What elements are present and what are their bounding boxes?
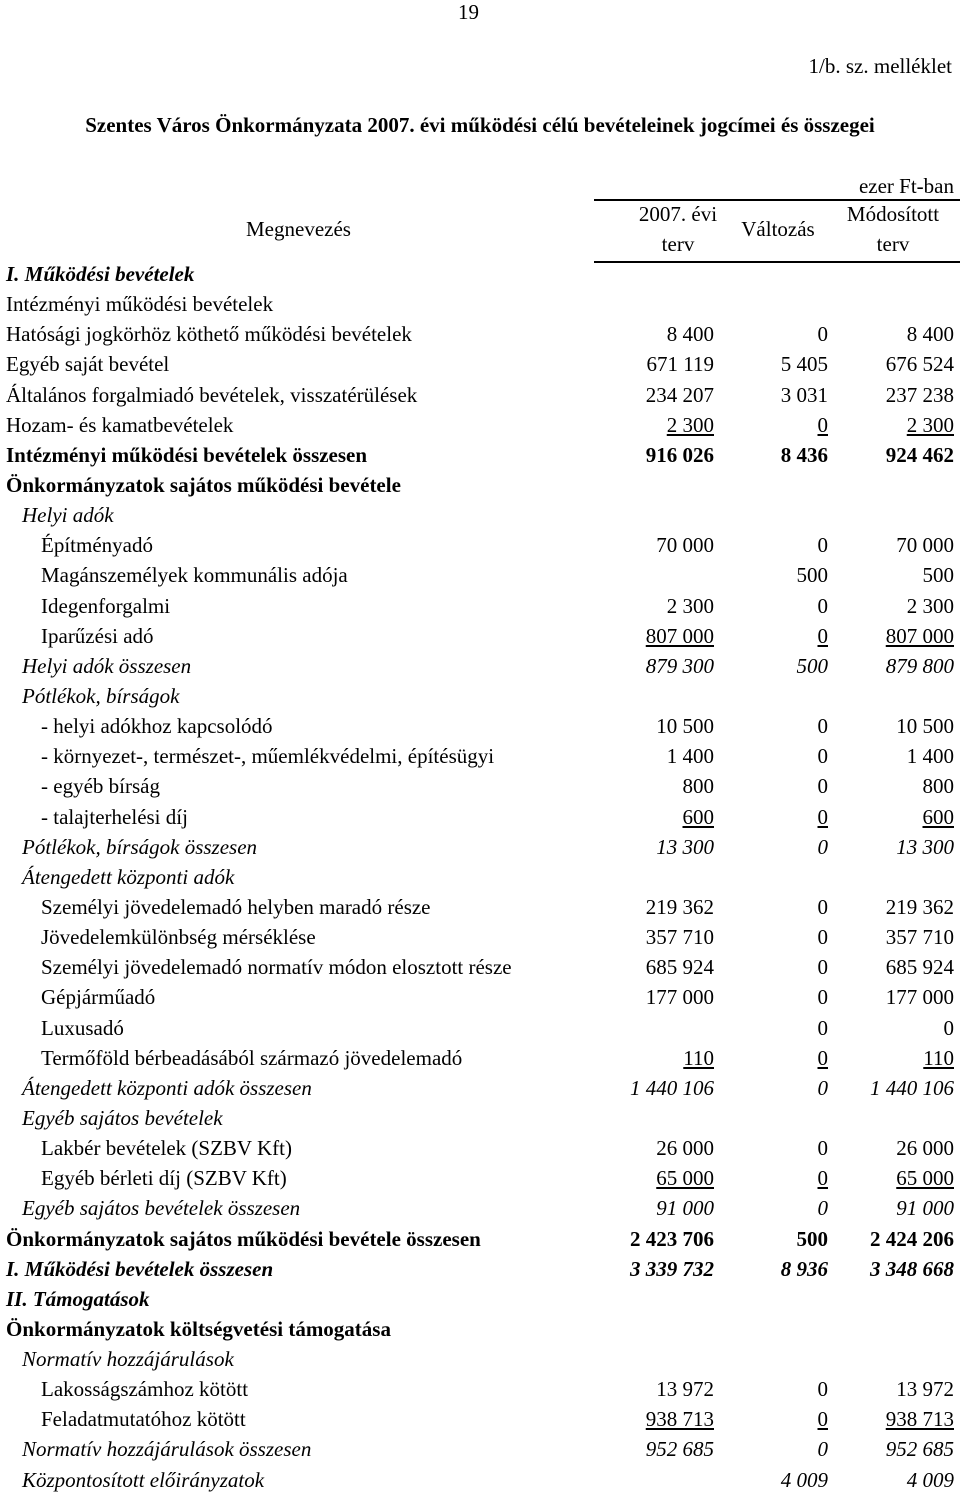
table-row [0, 771, 960, 801]
modified-value: 357 710 [885, 925, 954, 950]
row-label: Önkormányzatok sajátos működési bevétele [6, 472, 401, 497]
plan-value: 1 440 106 [630, 1075, 714, 1100]
table-row [0, 1224, 960, 1254]
row-label: Iparűzési adó [41, 623, 154, 648]
table-row [0, 1193, 960, 1223]
table-row [0, 832, 960, 862]
row-label: Központosított előirányzatok [22, 1467, 265, 1492]
change-value: 0 [817, 774, 828, 799]
modified-value: 70 000 [896, 533, 954, 558]
row-label: I. Működési bevételek [6, 262, 195, 286]
table-row [0, 1344, 960, 1374]
change-value: 0 [817, 985, 828, 1010]
row-label: Általános forgalmiadó bevételek, visszatérülések [6, 382, 418, 407]
change-value: 0 [817, 533, 828, 558]
modified-value: 600 [922, 804, 954, 829]
header-modified-line1: Módosított [846, 202, 940, 226]
table-row [0, 1163, 960, 1193]
change-value: 0 [817, 1437, 828, 1462]
table-row [0, 1434, 960, 1464]
row-label: Egyéb sajátos bevételek összesen [22, 1196, 301, 1221]
plan-value: 671 119 [646, 352, 714, 377]
table-row [0, 892, 960, 922]
plan-value: 234 207 [645, 382, 714, 407]
plan-value: 807 000 [645, 623, 714, 648]
change-value: 0 [817, 623, 828, 648]
modified-value: 3 348 668 [870, 1256, 954, 1281]
modified-value: 924 462 [885, 442, 954, 467]
row-label: Egyéb saját bevétel [6, 352, 170, 377]
plan-value: 219 362 [645, 894, 714, 919]
row-label: Hozam- és kamatbevételek [6, 412, 234, 437]
row-label: - helyi adókhoz kapcsolódó [41, 714, 273, 739]
modified-value: 13 300 [896, 834, 954, 859]
modified-value: 800 [922, 774, 954, 799]
modified-value: 4 009 [906, 1467, 954, 1492]
modified-value: 91 000 [896, 1196, 954, 1221]
change-value: 0 [817, 322, 828, 347]
annex-label: 1/b. sz. melléklet [808, 54, 952, 78]
plan-value: 8 400 [666, 322, 714, 347]
header-plan-line1: 2007. évi [638, 202, 718, 226]
row-label: - környezet-, természet-, műemlékvédelmi, építésügyi [41, 744, 495, 769]
unit-label: ezer Ft-ban [858, 174, 954, 198]
row-label: Egyéb sajátos bevételek [22, 1105, 223, 1130]
plan-value: 13 972 [656, 1377, 714, 1402]
row-label: Intézményi működési bevételek [6, 292, 274, 317]
header-name: Megnevezés [246, 217, 351, 241]
table-row [0, 1314, 960, 1344]
modified-value: 10 500 [896, 714, 954, 739]
table-row [0, 289, 960, 319]
table-row [0, 259, 960, 289]
change-value: 0 [817, 744, 828, 769]
modified-value: 879 800 [885, 653, 954, 678]
header-plan-line2: terv [661, 232, 695, 256]
modified-value: 2 300 [906, 593, 954, 618]
plan-value: 879 300 [645, 653, 714, 678]
table-row [0, 560, 960, 590]
change-value: 0 [817, 412, 828, 437]
row-label: Idegenforgalmi [41, 593, 171, 618]
row-label: - talajterhelési díj [41, 804, 188, 829]
plan-value: 952 685 [645, 1437, 714, 1462]
table-row [0, 1404, 960, 1434]
plan-value: 600 [682, 804, 714, 829]
row-label: I. Működési bevételek összesen [6, 1256, 274, 1281]
change-value: 0 [817, 804, 828, 829]
row-label: Önkormányzatok költségvetési támogatása [6, 1316, 391, 1341]
row-label: Gépjárműadó [41, 985, 156, 1010]
change-value: 0 [817, 1166, 828, 1191]
change-value: 0 [817, 925, 828, 950]
plan-value: 685 924 [645, 955, 714, 980]
plan-value: 26 000 [656, 1136, 714, 1161]
modified-value: 2 424 206 [870, 1226, 954, 1251]
modified-value: 1 400 [906, 744, 954, 769]
row-label: Önkormányzatok sajátos működési bevétele összesen [6, 1226, 481, 1251]
change-value: 8 936 [780, 1256, 828, 1281]
table-row [0, 862, 960, 892]
change-value: 0 [817, 1075, 828, 1100]
table-row [0, 651, 960, 681]
row-label: - egyéb bírság [41, 774, 160, 799]
plan-value: 2 300 [666, 593, 714, 618]
table-row [0, 591, 960, 621]
row-label: Hatósági jogkörhöz köthető működési bevételek [6, 322, 412, 347]
table-row [0, 410, 960, 440]
row-label: Építményadó [41, 533, 153, 558]
table-row [0, 802, 960, 832]
row-label: Termőföld bérbeadásából származó jövedelemadó [41, 1045, 463, 1070]
modified-value: 237 238 [885, 382, 954, 407]
row-label: Feladatmutatóhoz kötött [41, 1407, 246, 1432]
table-row [0, 1284, 960, 1314]
plan-value: 916 026 [645, 442, 714, 467]
header-modified [826, 199, 960, 259]
table-row [0, 380, 960, 410]
table-row [0, 711, 960, 741]
table-row [0, 621, 960, 651]
row-label: Pótlékok, bírságok összesen [22, 834, 258, 859]
header-change: Változás [741, 217, 815, 241]
table-row [0, 319, 960, 349]
change-value: 0 [817, 1136, 828, 1161]
row-label: Lakosságszámhoz kötött [41, 1377, 249, 1402]
change-value: 500 [796, 653, 828, 678]
change-value: 5 405 [780, 352, 828, 377]
change-value: 0 [817, 1045, 828, 1070]
table-row [0, 1073, 960, 1103]
change-value: 0 [817, 1015, 828, 1040]
page-number: 19 [458, 0, 479, 24]
plan-value: 357 710 [645, 925, 714, 950]
table-row [0, 952, 960, 982]
modified-value: 13 972 [896, 1377, 954, 1402]
table-row [0, 922, 960, 952]
modified-value: 676 524 [885, 352, 954, 377]
table-row [0, 500, 960, 530]
modified-value: 500 [922, 563, 954, 588]
modified-value: 938 713 [885, 1407, 954, 1432]
table-row [0, 1103, 960, 1133]
plan-value: 10 500 [656, 714, 714, 739]
table-row [0, 1043, 960, 1073]
modified-value: 110 [923, 1045, 954, 1070]
table-row [0, 1254, 960, 1284]
row-label: Helyi adók [22, 503, 114, 528]
change-value: 3 031 [780, 382, 828, 407]
plan-value: 110 [683, 1045, 714, 1070]
row-label: Magánszemélyek kommunális adója [41, 563, 348, 588]
change-value: 0 [817, 1377, 828, 1402]
table-row [0, 440, 960, 470]
table-row [0, 349, 960, 379]
change-value: 0 [817, 955, 828, 980]
change-value: 0 [817, 1407, 828, 1432]
table-row [0, 1013, 960, 1043]
header-modified-line2: terv [876, 232, 910, 256]
plan-value: 800 [682, 774, 714, 799]
document-title: Szentes Város Önkormányzata 2007. évi működési célú bevételeinek jogcímei és összegei [85, 113, 875, 137]
modified-value: 0 [943, 1015, 954, 1040]
plan-value: 2 423 706 [630, 1226, 714, 1251]
plan-value: 2 300 [666, 412, 714, 437]
row-label: Intézményi működési bevételek összesen [6, 442, 368, 467]
change-value: 0 [817, 894, 828, 919]
modified-value: 65 000 [896, 1166, 954, 1191]
revenue-table [0, 259, 960, 1495]
row-label: Átengedett központi adók összesen [22, 1075, 312, 1100]
modified-value: 807 000 [885, 623, 954, 648]
modified-value: 2 300 [906, 412, 954, 437]
modified-value: 8 400 [906, 322, 954, 347]
table-row [0, 1465, 960, 1495]
plan-value: 70 000 [656, 533, 714, 558]
plan-value: 1 400 [666, 744, 714, 769]
table-row [0, 1133, 960, 1163]
modified-value: 219 362 [885, 894, 954, 919]
change-value: 0 [817, 834, 828, 859]
row-label: Átengedett központi adók [22, 864, 235, 889]
change-value: 0 [817, 1196, 828, 1221]
row-label: Egyéb bérleti díj (SZBV Kft) [41, 1166, 287, 1191]
row-label: Lakbér bevételek (SZBV Kft) [41, 1136, 292, 1161]
table-row [0, 1374, 960, 1404]
table-row [0, 741, 960, 771]
row-label: Normatív hozzájárulások összesen [22, 1437, 312, 1462]
change-value: 0 [817, 593, 828, 618]
modified-value: 26 000 [896, 1136, 954, 1161]
change-value: 4 009 [780, 1467, 828, 1492]
plan-value: 177 000 [645, 985, 714, 1010]
table-row [0, 470, 960, 500]
row-label: Jövedelemkülönbség mérséklése [41, 925, 316, 950]
modified-value: 952 685 [885, 1437, 954, 1462]
row-label: Személyi jövedelemadó helyben maradó része [41, 894, 431, 919]
change-value: 500 [796, 563, 828, 588]
row-label: II. Támogatások [6, 1286, 150, 1311]
plan-value: 65 000 [656, 1166, 714, 1191]
row-label: Személyi jövedelemadó normatív módon elosztott része [41, 955, 512, 980]
table-row [0, 530, 960, 560]
row-label: Pótlékok, bírságok [22, 683, 180, 708]
plan-value: 3 339 732 [630, 1256, 714, 1281]
row-label: Normatív hozzájárulások [22, 1347, 234, 1372]
plan-value: 938 713 [645, 1407, 714, 1432]
modified-value: 685 924 [885, 955, 954, 980]
plan-value: 13 300 [656, 834, 714, 859]
table-row [0, 982, 960, 1012]
row-label: Luxusadó [41, 1015, 124, 1040]
table-row [0, 681, 960, 711]
modified-value: 1 440 106 [870, 1075, 954, 1100]
change-value: 0 [817, 714, 828, 739]
change-value: 8 436 [780, 442, 828, 467]
modified-value: 177 000 [885, 985, 954, 1010]
change-value: 500 [796, 1226, 828, 1251]
row-label: Helyi adók összesen [22, 653, 192, 678]
plan-value: 91 000 [656, 1196, 714, 1221]
